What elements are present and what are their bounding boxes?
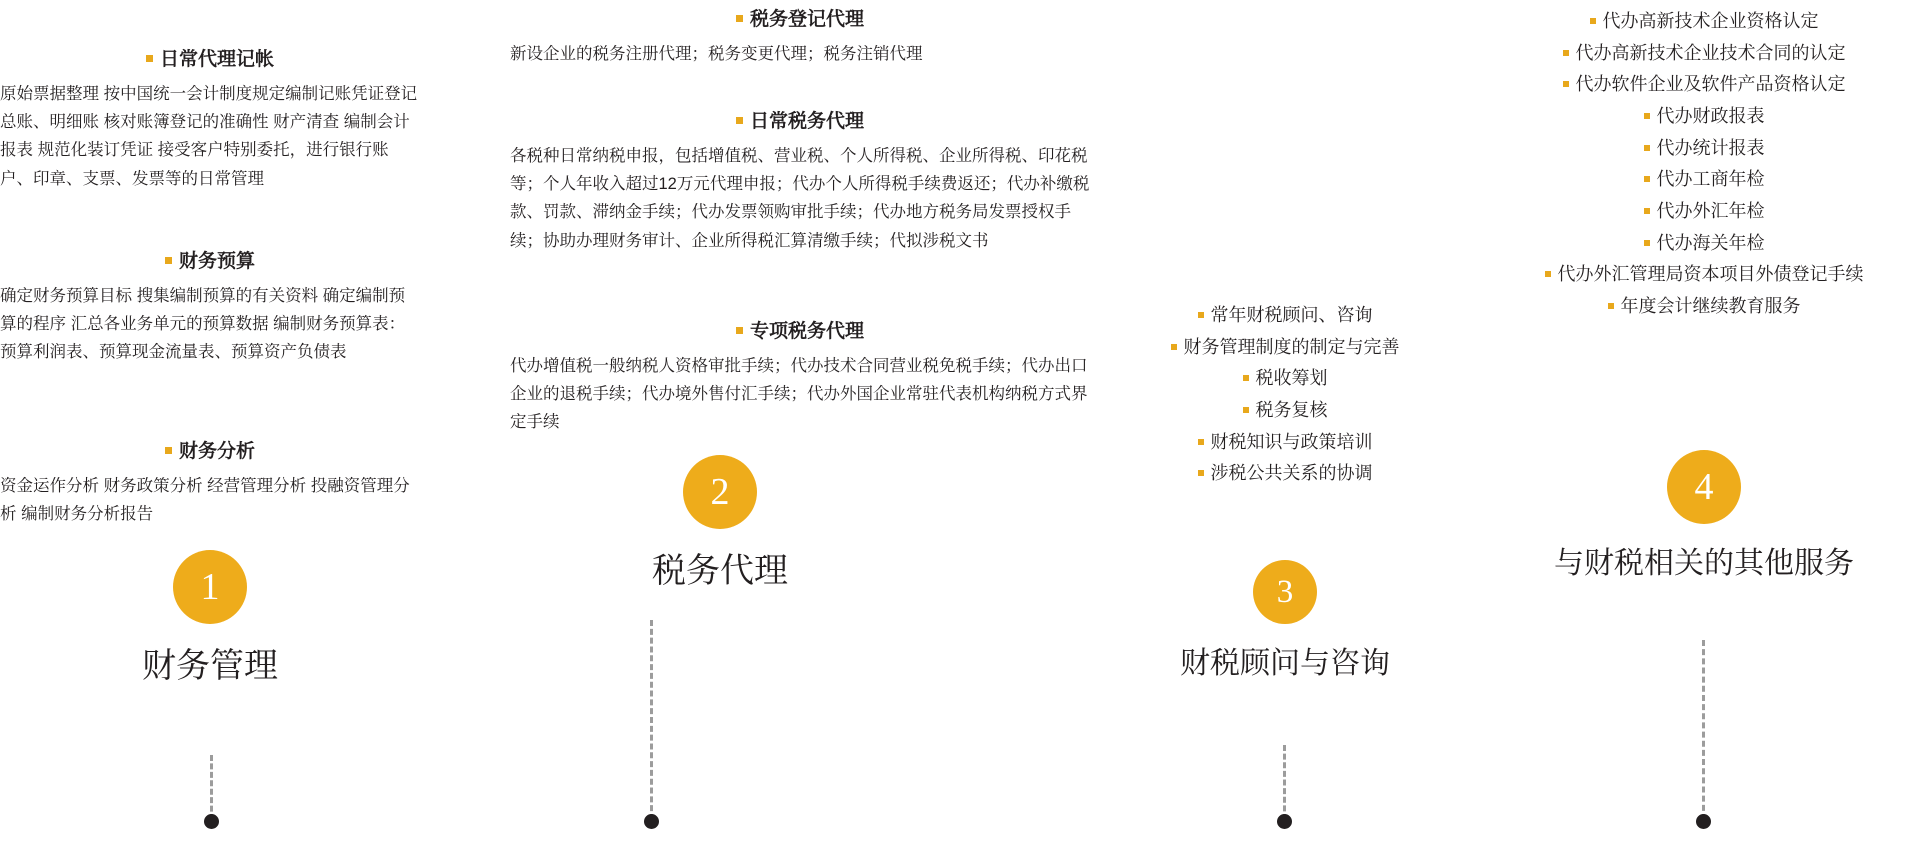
- block-title: [0, 440, 420, 465]
- square-bullet-icon: [165, 447, 172, 454]
- list-item-label: 税收筹划: [1255, 368, 1328, 389]
- node-3-endpoint-dot: [1277, 814, 1292, 829]
- list-item-label: 代办高新技术企业资格认定: [1602, 11, 1819, 31]
- node-2-stem: [650, 620, 653, 820]
- block-financial-budget: [0, 250, 420, 367]
- list-item-label: 代办软件企业及软件产品资格认定: [1575, 74, 1846, 95]
- block-title-text: 财务预算: [178, 251, 255, 272]
- node-label: 财税顾问与咨询: [1180, 647, 1390, 680]
- list-item-label: 财税知识与政策培训: [1210, 431, 1373, 452]
- node-3: [1125, 560, 1445, 682]
- list-item-label: 代办工商年检: [1656, 169, 1765, 190]
- square-bullet-icon: [1644, 208, 1650, 214]
- block-daily-tax-agency: [510, 110, 1090, 255]
- list-item-label: 常年财税顾问、咨询: [1210, 305, 1373, 325]
- list-item-label: 涉税公共关系的协调: [1210, 463, 1373, 484]
- list-item: [1480, 196, 1928, 228]
- block-body: 原始票据整理 按中国统一会计制度规定编制记账凭证登记总账、明细账 核对账簿登记的准确性 财产清查 编制会计报表 规范化装订凭证 接受客户特别委托，进行银行账户、印章、支票、发票等的日常管理: [0, 84, 418, 188]
- node-2-endpoint-dot: [644, 814, 659, 829]
- block-title: [0, 48, 420, 73]
- square-bullet-icon: [1198, 312, 1204, 318]
- list-item: [1480, 228, 1928, 260]
- list-item: [1100, 332, 1470, 364]
- node-1: [120, 550, 300, 687]
- block-title-text: 日常税务代理: [749, 111, 864, 132]
- list-item: [1100, 300, 1470, 332]
- block-title: [510, 110, 1090, 135]
- list-item-label: 代办统计报表: [1656, 137, 1765, 158]
- block-title-text: 税务登记代理: [749, 9, 864, 30]
- list-item-label: 税务复核: [1255, 400, 1328, 421]
- block-special-tax-agency: [510, 320, 1090, 437]
- list-item: [1100, 395, 1470, 427]
- square-bullet-icon: [736, 117, 743, 124]
- consulting-item-list: [1100, 300, 1470, 490]
- square-bullet-icon: [1644, 113, 1650, 119]
- square-bullet-icon: [146, 55, 153, 62]
- square-bullet-icon: [736, 15, 743, 22]
- list-item: [1480, 69, 1928, 101]
- list-item: [1480, 38, 1928, 70]
- list-item: [1480, 133, 1928, 165]
- node-3-stem: [1283, 745, 1286, 820]
- square-bullet-icon: [736, 327, 743, 334]
- column-financial-management: [0, 0, 480, 841]
- square-bullet-icon: [1198, 470, 1204, 476]
- column-other-services: [1480, 0, 1928, 841]
- list-item: [1480, 6, 1928, 38]
- square-bullet-icon: [1243, 407, 1249, 413]
- block-body: 新设企业的税务注册代理；税务变更代理；税务注销代理: [510, 44, 923, 63]
- square-bullet-icon: [1198, 439, 1204, 445]
- block-title: [0, 250, 420, 275]
- list-item: [1480, 101, 1928, 133]
- node-number-circle: 4: [1667, 450, 1741, 524]
- node-1-stem: [210, 755, 213, 820]
- node-label: 与财税相关的其他服务: [1554, 547, 1854, 580]
- node-2: [560, 455, 880, 592]
- block-tax-registration-agency: [510, 8, 1090, 68]
- block-body: 确定财务预算目标 搜集编制预算的有关资料 确定编制预算的程序 汇总各业务单元的预算数据 编制财务预算表：预算利润表、预算现金流量表、预算资产负债表: [0, 286, 406, 362]
- list-item: [1100, 427, 1470, 459]
- list-item: [1100, 363, 1470, 395]
- block-title: [510, 8, 1090, 33]
- list-item-label: 财务管理制度的制定与完善: [1183, 336, 1400, 357]
- list-item: [1480, 259, 1928, 291]
- list-item-label: 代办高新技术企业技术合同的认定: [1575, 42, 1846, 63]
- list-item: [1100, 458, 1470, 490]
- other-services-item-list: [1480, 6, 1928, 323]
- block-body: 代办增值税一般纳税人资格审批手续；代办技术合同营业税免税手续；代办出口企业的退税手续；代办境外售付汇手续；代办外国企业常驻代表机构纳税方式界定手续: [510, 356, 1088, 432]
- block-title: [510, 320, 1090, 345]
- column-tax-consulting: [1100, 0, 1470, 841]
- list-item: [1480, 164, 1928, 196]
- square-bullet-icon: [1563, 81, 1569, 87]
- square-bullet-icon: [1563, 50, 1569, 56]
- square-bullet-icon: [1644, 240, 1650, 246]
- block-title-text: 日常代理记帐: [159, 49, 274, 70]
- block-financial-analysis: [0, 440, 420, 528]
- node-4: [1524, 450, 1884, 582]
- block-title-text: 专项税务代理: [749, 321, 864, 342]
- list-item-label: 代办外汇管理局资本项目外债登记手续: [1557, 264, 1864, 285]
- block-body: 各税种日常纳税申报，包括增值税、营业税、个人所得税、企业所得税、印花税等；个人年收入超过12万元代理申报；代办个人所得税手续费返还；代办补缴税款、罚款、滞纳金手续；代办发票领购审批手续；代办地方税务局发票授权手续；协助办理财务审计、企业所得税汇算清缴手续；代拟涉税文书: [510, 146, 1090, 250]
- square-bullet-icon: [1171, 344, 1177, 350]
- square-bullet-icon: [1644, 176, 1650, 182]
- node-4-stem: [1702, 640, 1705, 820]
- node-number-circle: 1: [173, 550, 247, 624]
- node-number-circle: 2: [683, 455, 757, 529]
- list-item-label: 代办海关年检: [1656, 232, 1765, 253]
- list-item-label: 代办财政报表: [1656, 106, 1765, 127]
- node-1-endpoint-dot: [204, 814, 219, 829]
- node-4-endpoint-dot: [1696, 814, 1711, 829]
- block-title-text: 财务分析: [178, 441, 255, 462]
- column-tax-agency: [490, 0, 1090, 841]
- square-bullet-icon: [1608, 303, 1614, 309]
- square-bullet-icon: [1545, 271, 1551, 277]
- node-label: 税务代理: [652, 553, 788, 590]
- list-item: [1480, 291, 1928, 323]
- list-item-label: 代办外汇年检: [1656, 201, 1765, 222]
- square-bullet-icon: [1590, 18, 1596, 24]
- node-label: 财务管理: [142, 648, 278, 685]
- list-item-label: 年度会计继续教育服务: [1620, 296, 1801, 317]
- square-bullet-icon: [1644, 145, 1650, 151]
- square-bullet-icon: [1243, 375, 1249, 381]
- square-bullet-icon: [165, 257, 172, 264]
- block-daily-bookkeeping: [0, 48, 420, 193]
- block-body: 资金运作分析 财务政策分析 经营管理分析 投融资管理分析 编制财务分析报告: [0, 476, 410, 524]
- node-number-circle: 3: [1253, 560, 1317, 624]
